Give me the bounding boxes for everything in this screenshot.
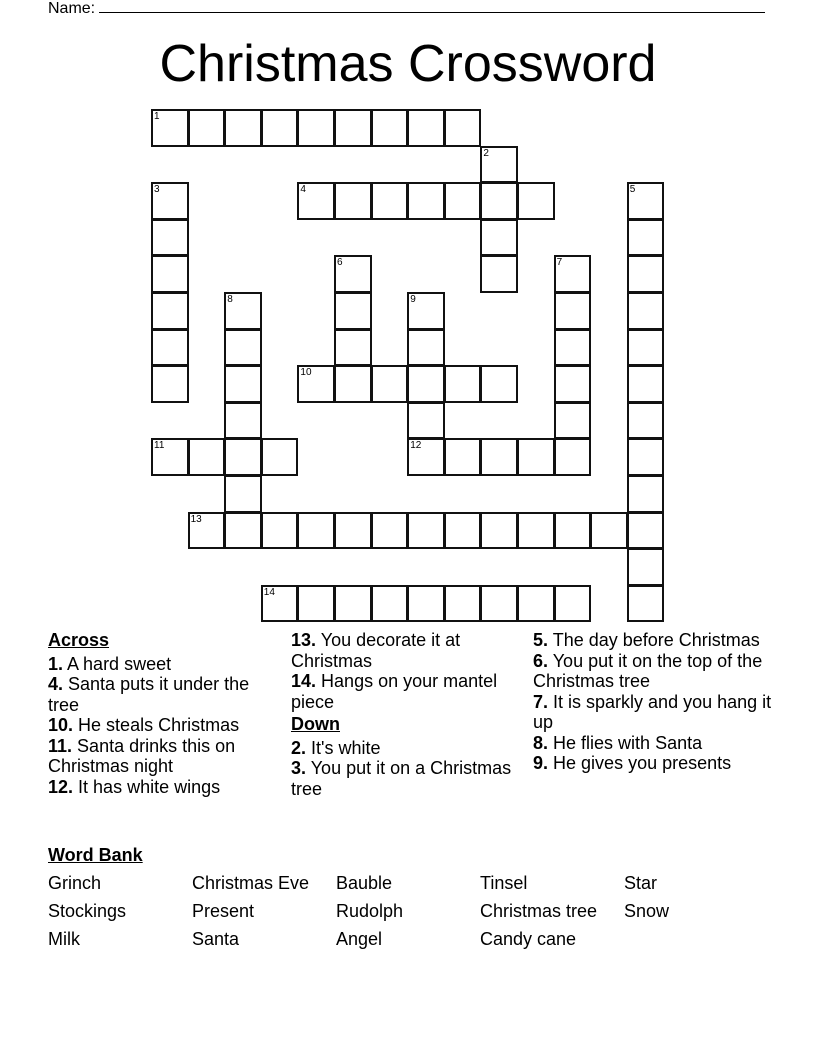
- grid-cell[interactable]: [371, 365, 409, 403]
- grid-cell[interactable]: [480, 585, 518, 623]
- clue-number: 3.: [291, 758, 307, 778]
- clue-number-label: 5: [629, 184, 636, 196]
- grid-cell[interactable]: [334, 109, 372, 147]
- grid-cell[interactable]: [371, 182, 409, 220]
- clue-text: It has white wings: [78, 776, 221, 797]
- grid-cell[interactable]: [371, 109, 409, 147]
- across-heading: Across: [48, 630, 110, 650]
- clue-text: Santa puts it under the tree: [48, 674, 250, 715]
- word-bank-item: Christmas Eve: [192, 873, 310, 893]
- clue-number-label: 12: [410, 440, 422, 452]
- grid-cell[interactable]: [480, 512, 518, 550]
- grid-cell[interactable]: [517, 182, 555, 220]
- crossword-grid: [152, 110, 665, 624]
- clue-text: He flies with Santa: [553, 732, 703, 753]
- clue-number-label: 8: [227, 294, 233, 305]
- grid-cell[interactable]: [517, 438, 555, 476]
- clue-number: 14.: [291, 671, 317, 691]
- grid-cell[interactable]: [554, 292, 592, 330]
- grid-cell[interactable]: [590, 512, 628, 550]
- clue-down-2: [291, 738, 521, 759]
- clue-across-12: [48, 777, 273, 798]
- clue-number: 9.: [533, 753, 549, 773]
- clue-number-label: 2: [483, 147, 489, 159]
- word-bank-item: Santa: [192, 929, 240, 949]
- grid-cell[interactable]: [627, 402, 665, 440]
- clue-down-7: [533, 692, 773, 733]
- grid-cell[interactable]: [261, 109, 299, 147]
- clue-down-6: [533, 651, 773, 692]
- clue-across-14: [291, 671, 521, 712]
- grid-cell[interactable]: [444, 365, 482, 403]
- page-title: Christmas Crossword: [159, 35, 657, 93]
- clue-number-label: 14: [263, 586, 275, 598]
- grid-cell[interactable]: [297, 182, 335, 220]
- grid-cell[interactable]: [517, 585, 555, 623]
- grid-cell[interactable]: [334, 182, 372, 220]
- grid-cell[interactable]: [444, 438, 482, 476]
- grid-cell[interactable]: [407, 292, 445, 330]
- grid-cell[interactable]: [627, 438, 665, 476]
- clue-number: 7.: [533, 691, 549, 712]
- grid-cell[interactable]: [224, 292, 262, 330]
- grid-cell[interactable]: [334, 292, 372, 330]
- clue-text: The day before Christmas: [552, 630, 760, 650]
- grid-cell[interactable]: [188, 109, 226, 147]
- clue-text: Hangs on your mantel piece: [291, 671, 498, 712]
- name-field[interactable]: [48, 0, 765, 19]
- grid-cell[interactable]: [151, 292, 189, 330]
- grid-cell[interactable]: [554, 512, 592, 550]
- grid-cell[interactable]: [444, 512, 482, 550]
- grid-cell[interactable]: [334, 585, 372, 623]
- grid-cell[interactable]: [444, 585, 482, 623]
- word-bank-item: Rudolph: [336, 901, 404, 921]
- grid-cell[interactable]: [224, 109, 262, 147]
- grid-cell[interactable]: [627, 475, 665, 513]
- clue-number: 12.: [48, 776, 74, 797]
- grid-cell[interactable]: [480, 219, 518, 257]
- grid-cell[interactable]: [627, 292, 665, 330]
- grid-cell[interactable]: [480, 146, 518, 184]
- clue-text: You put it on a Christmas tree: [291, 758, 512, 799]
- clue-text: You decorate it at Christmas: [291, 630, 461, 671]
- clue-number-label: 9: [410, 294, 416, 305]
- grid-cell[interactable]: [151, 365, 189, 403]
- grid-cell[interactable]: [371, 512, 409, 550]
- grid-cell[interactable]: [151, 329, 189, 367]
- grid-cell[interactable]: [627, 512, 665, 550]
- name-label: Name:: [48, 0, 96, 17]
- grid-cell[interactable]: [334, 365, 372, 403]
- grid-cell[interactable]: [407, 365, 445, 403]
- clue-text: He gives you presents: [553, 753, 732, 773]
- grid-cell[interactable]: [480, 182, 518, 220]
- clue-text: It's white: [311, 737, 381, 758]
- clue-number: 5.: [533, 630, 549, 650]
- clue-across-11: [48, 736, 273, 777]
- grid-cell[interactable]: [627, 585, 665, 623]
- clue-down-9: [533, 753, 773, 774]
- grid-cell[interactable]: [480, 365, 518, 403]
- grid-cell[interactable]: [297, 365, 335, 403]
- grid-cell[interactable]: [554, 402, 592, 440]
- word-bank-list: [48, 873, 724, 950]
- word-bank-item: Star: [624, 873, 658, 893]
- clue-down-5: [533, 630, 773, 651]
- clue-text: It is sparkly and you hang it up: [533, 691, 772, 732]
- clue-across-13: [291, 630, 521, 671]
- word-bank-item: Bauble: [336, 873, 393, 893]
- grid-cell[interactable]: [627, 329, 665, 367]
- grid-cell[interactable]: [480, 438, 518, 476]
- word-bank-item: Candy cane: [480, 929, 577, 949]
- clue-number-label: 6: [337, 257, 343, 269]
- clue-number-label: 10: [300, 367, 312, 379]
- clues-column-1: [48, 630, 273, 797]
- grid-cell[interactable]: [188, 438, 226, 476]
- down-heading: Down: [291, 714, 340, 734]
- clue-number: 8.: [533, 732, 549, 753]
- grid-cell[interactable]: [444, 182, 482, 220]
- grid-cell[interactable]: [261, 438, 299, 476]
- word-bank-item: Milk: [48, 929, 80, 949]
- grid-cell[interactable]: [407, 438, 445, 476]
- grid-cell[interactable]: [407, 402, 445, 440]
- grid-cell[interactable]: [627, 182, 665, 220]
- grid-cell[interactable]: [444, 109, 482, 147]
- grid-cell[interactable]: [554, 329, 592, 367]
- grid-cell[interactable]: [334, 329, 372, 367]
- grid-cell[interactable]: [554, 438, 592, 476]
- word-bank-item: Snow: [624, 901, 670, 921]
- clue-number: 2.: [291, 737, 307, 758]
- clues-column-3: [533, 630, 773, 774]
- grid-cell[interactable]: [224, 512, 262, 550]
- grid-cell[interactable]: [517, 512, 555, 550]
- grid-cell[interactable]: [334, 512, 372, 550]
- word-bank-item: Christmas tree: [480, 901, 598, 921]
- grid-cell[interactable]: [407, 585, 445, 623]
- word-bank-item: Grinch: [48, 873, 102, 893]
- clues-column-2: [291, 630, 521, 799]
- clue-number-label: 1: [154, 111, 160, 122]
- grid-cell[interactable]: [188, 512, 226, 550]
- clue-number: 4.: [48, 674, 64, 694]
- clue-across-10: [48, 715, 273, 736]
- grid-cell[interactable]: [407, 512, 445, 550]
- clue-down-3: [291, 758, 521, 799]
- grid-cell[interactable]: [627, 219, 665, 257]
- grid-cell[interactable]: [224, 402, 262, 440]
- word-bank-heading: Word Bank: [48, 845, 143, 865]
- word-bank-item: Tinsel: [480, 873, 528, 893]
- grid-cell[interactable]: [480, 255, 518, 293]
- grid-cell[interactable]: [151, 438, 189, 476]
- clue-number-label: 11: [154, 440, 165, 452]
- grid-cell[interactable]: [407, 109, 445, 147]
- grid-cell[interactable]: [407, 182, 445, 220]
- grid-cell[interactable]: [554, 255, 592, 293]
- clue-text: He steals Christmas: [78, 715, 240, 735]
- clue-number-label: 7: [556, 257, 563, 269]
- clue-number-label: 3: [154, 184, 160, 196]
- grid-cell[interactable]: [334, 255, 372, 293]
- grid-cell[interactable]: [297, 512, 335, 550]
- grid-cell[interactable]: [627, 255, 665, 293]
- word-bank-item: Stockings: [48, 901, 127, 921]
- grid-cell[interactable]: [224, 365, 262, 403]
- grid-cell[interactable]: [224, 329, 262, 367]
- grid-cell[interactable]: [627, 365, 665, 403]
- clue-number: 11.: [48, 735, 73, 756]
- clue-number-label: 13: [190, 513, 202, 525]
- grid-cell[interactable]: [297, 109, 335, 147]
- grid-cell[interactable]: [151, 219, 189, 257]
- grid-cell[interactable]: [554, 585, 592, 623]
- word-bank-item: Angel: [336, 929, 383, 949]
- grid-cell[interactable]: [554, 365, 592, 403]
- clue-text: Santa drinks this on Christmas night: [48, 735, 236, 776]
- clue-across-4: [48, 674, 273, 715]
- grid-cell[interactable]: [151, 182, 189, 220]
- clue-down-8: [533, 733, 773, 754]
- grid-cell[interactable]: [224, 438, 262, 476]
- grid-cell[interactable]: [151, 109, 189, 147]
- clue-text: A hard sweet: [67, 653, 172, 674]
- clue-number-label: 4: [300, 184, 306, 196]
- grid-cell[interactable]: [371, 585, 409, 623]
- clue-number: 1.: [48, 653, 64, 674]
- clue-across-1: [48, 654, 273, 675]
- grid-cell[interactable]: [224, 475, 262, 513]
- grid-cell[interactable]: [407, 329, 445, 367]
- word-bank-item: Present: [192, 901, 255, 921]
- grid-cell[interactable]: [627, 548, 665, 586]
- grid-cell[interactable]: [297, 585, 335, 623]
- word-bank: [48, 845, 724, 950]
- clue-number: 6.: [533, 650, 549, 671]
- clue-number: 13.: [291, 630, 317, 650]
- name-blank-line[interactable]: [99, 0, 765, 13]
- clue-text: You put it on the top of the Christmas tree: [533, 650, 763, 691]
- grid-cell[interactable]: [261, 512, 299, 550]
- clue-number: 10.: [48, 715, 74, 735]
- grid-cell[interactable]: [261, 585, 299, 623]
- grid-cell[interactable]: [151, 255, 189, 293]
